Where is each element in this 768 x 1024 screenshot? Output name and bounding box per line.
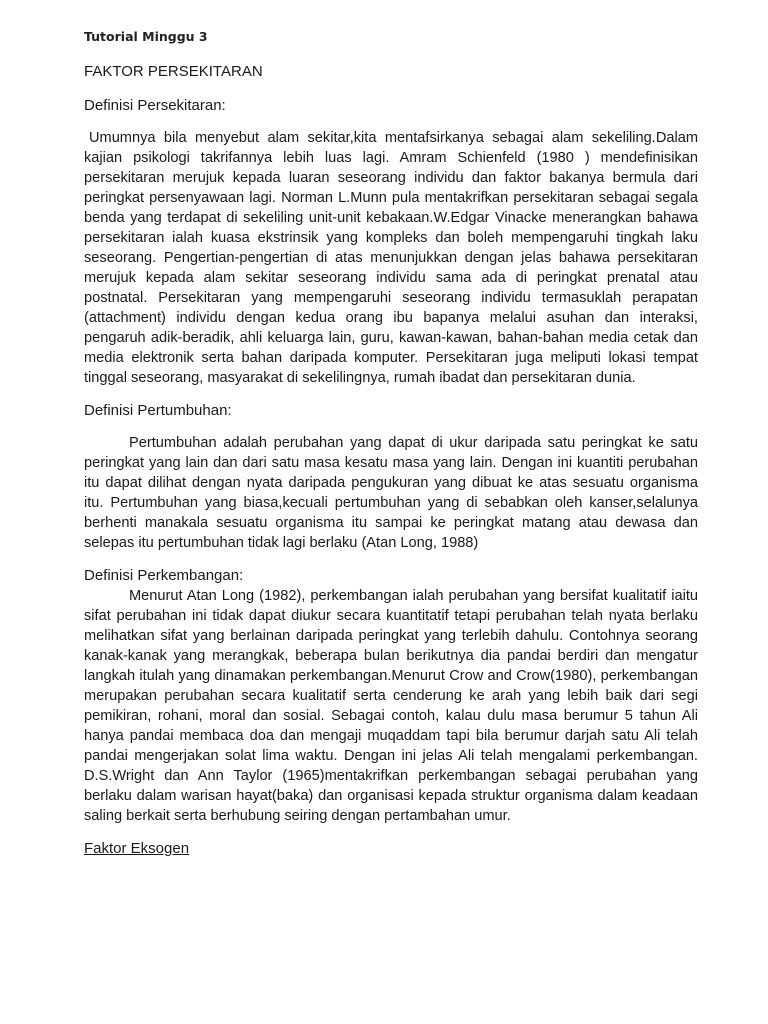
heading-pertumbuhan: Definisi Pertumbuhan: [84,402,232,419]
paragraph-pertumbuhan: Pertumbuhan adalah perubahan yang dapat di ukur daripada satu peringkat ke satu peringkat yang lain dan dari satu masa kesatu masa yang lain. Dengan ini kuantiti perubahan itu dapat dilihat dengan nyata daripada pengukuran yang dibuat ke atas sesuatu organisma itu. Pertumbuhan yang biasa,kecuali pertumbuhan yang di sebabkan oleh kanser,selalunya berhenti manakala sesuatu organisma itu sampai ke peringkat matang atau dewasa dan selepas itu pertumbuhan tidak lagi berlaku (Atan Long, 1988) [84,435,698,551]
heading-persekitaran: Definisi Persekitaran: [84,97,226,114]
heading-perkembangan: Definisi Perkembangan: [84,567,244,584]
page-header: Tutorial Minggu 3 [84,29,208,44]
document-content [84,28,698,859]
section-heading-faktor-eksogen: Faktor Eksogen [84,840,190,857]
paragraph-persekitaran: Umumnya bila menyebut alam sekitar,kita mentafsirkanya sebagai alam sekeliling.Dalam kajian psikologi takrifannya lebih luas lagi. Amram Schienfeld (1980 ) mendefinisikan persekitaran merujuk kepada luaran seseorang individu dan faktor bakanya bermula dari peringkat persenyawaan lagi. Norman L.Munn pula mentakrifkan persekitaran sebagai segala benda yang terdapat di sekeliling unit-unit kebakaan.W.Edgar Vinacke menerangkan bahawa persekitaran ialah kuasa ekstrinsik yang kompleks dan boleh mempengaruhi tingkah laku seseorang. Pengertian-pengertian di atas menunjukkan dengan jelas bahawa persekitaran merujuk kepada alam sekitar seseorang individu sama ada di peringkat prenatal atau postnatal. Persekitaran yang mempengaruhi seseorang individu termasuklah perapatan (attachment) individu dengan kedua orang ibu bapanya melalui asuhan dan interaksi, pengaruh adik-beradik, ahli keluarga lain, guru, kawan-kawan, bahan-bahan media cetak dan media elektronik serta bahan daripada komputer. Persekitaran juga meliputi lokasi tempat tinggal seseorang, masyarakat di sekelilingnya, rumah ibadat dan persekitaran dunia. [84,130,698,386]
document-title: FAKTOR PERSEKITARAN [84,63,263,80]
paragraph-perkembangan: Menurut Atan Long (1982), perkembangan ialah perubahan yang bersifat kualitatif iaitu sifat perubahan ini tidak dapat diukur secara kuantitatif tetapi perubahan telah nyata berlaku melihatkan sifat yang berlainan daripada peringkat yang terlebih dahulu. Contohnya seorang kanak-kanak yang merangkak, beberapa bulan berikutnya dia pandai berdiri dan mengatur langkah itulah yang dinamakan perkembangan.Menurut Crow and Crow(1980), perkembangan merupakan perubahan secara kualitatif serta cenderung ke arah yang lebih baik dari segi pemikiran, rohani, moral dan sosial. Sebagai contoh, kalau dulu masa berumur 5 tahun Ali hanya pandai membaca doa dan mengaji muqaddam tapi bila berumur darjah satu Ali telah pandai mengerjakan solat lima waktu. Dengan ini jelas Ali telah mengalami perkembangan. D.S.Wright dan Ann Taylor (1965)mentakrifkan perkembangan sebagai perubahan yang berlaku dalam warisan hayat(baka) dan organisasi kepada struktur organisma dalam keadaan saling berkait serta berhubung seiring dengan pertambahan umur. [84,588,698,824]
